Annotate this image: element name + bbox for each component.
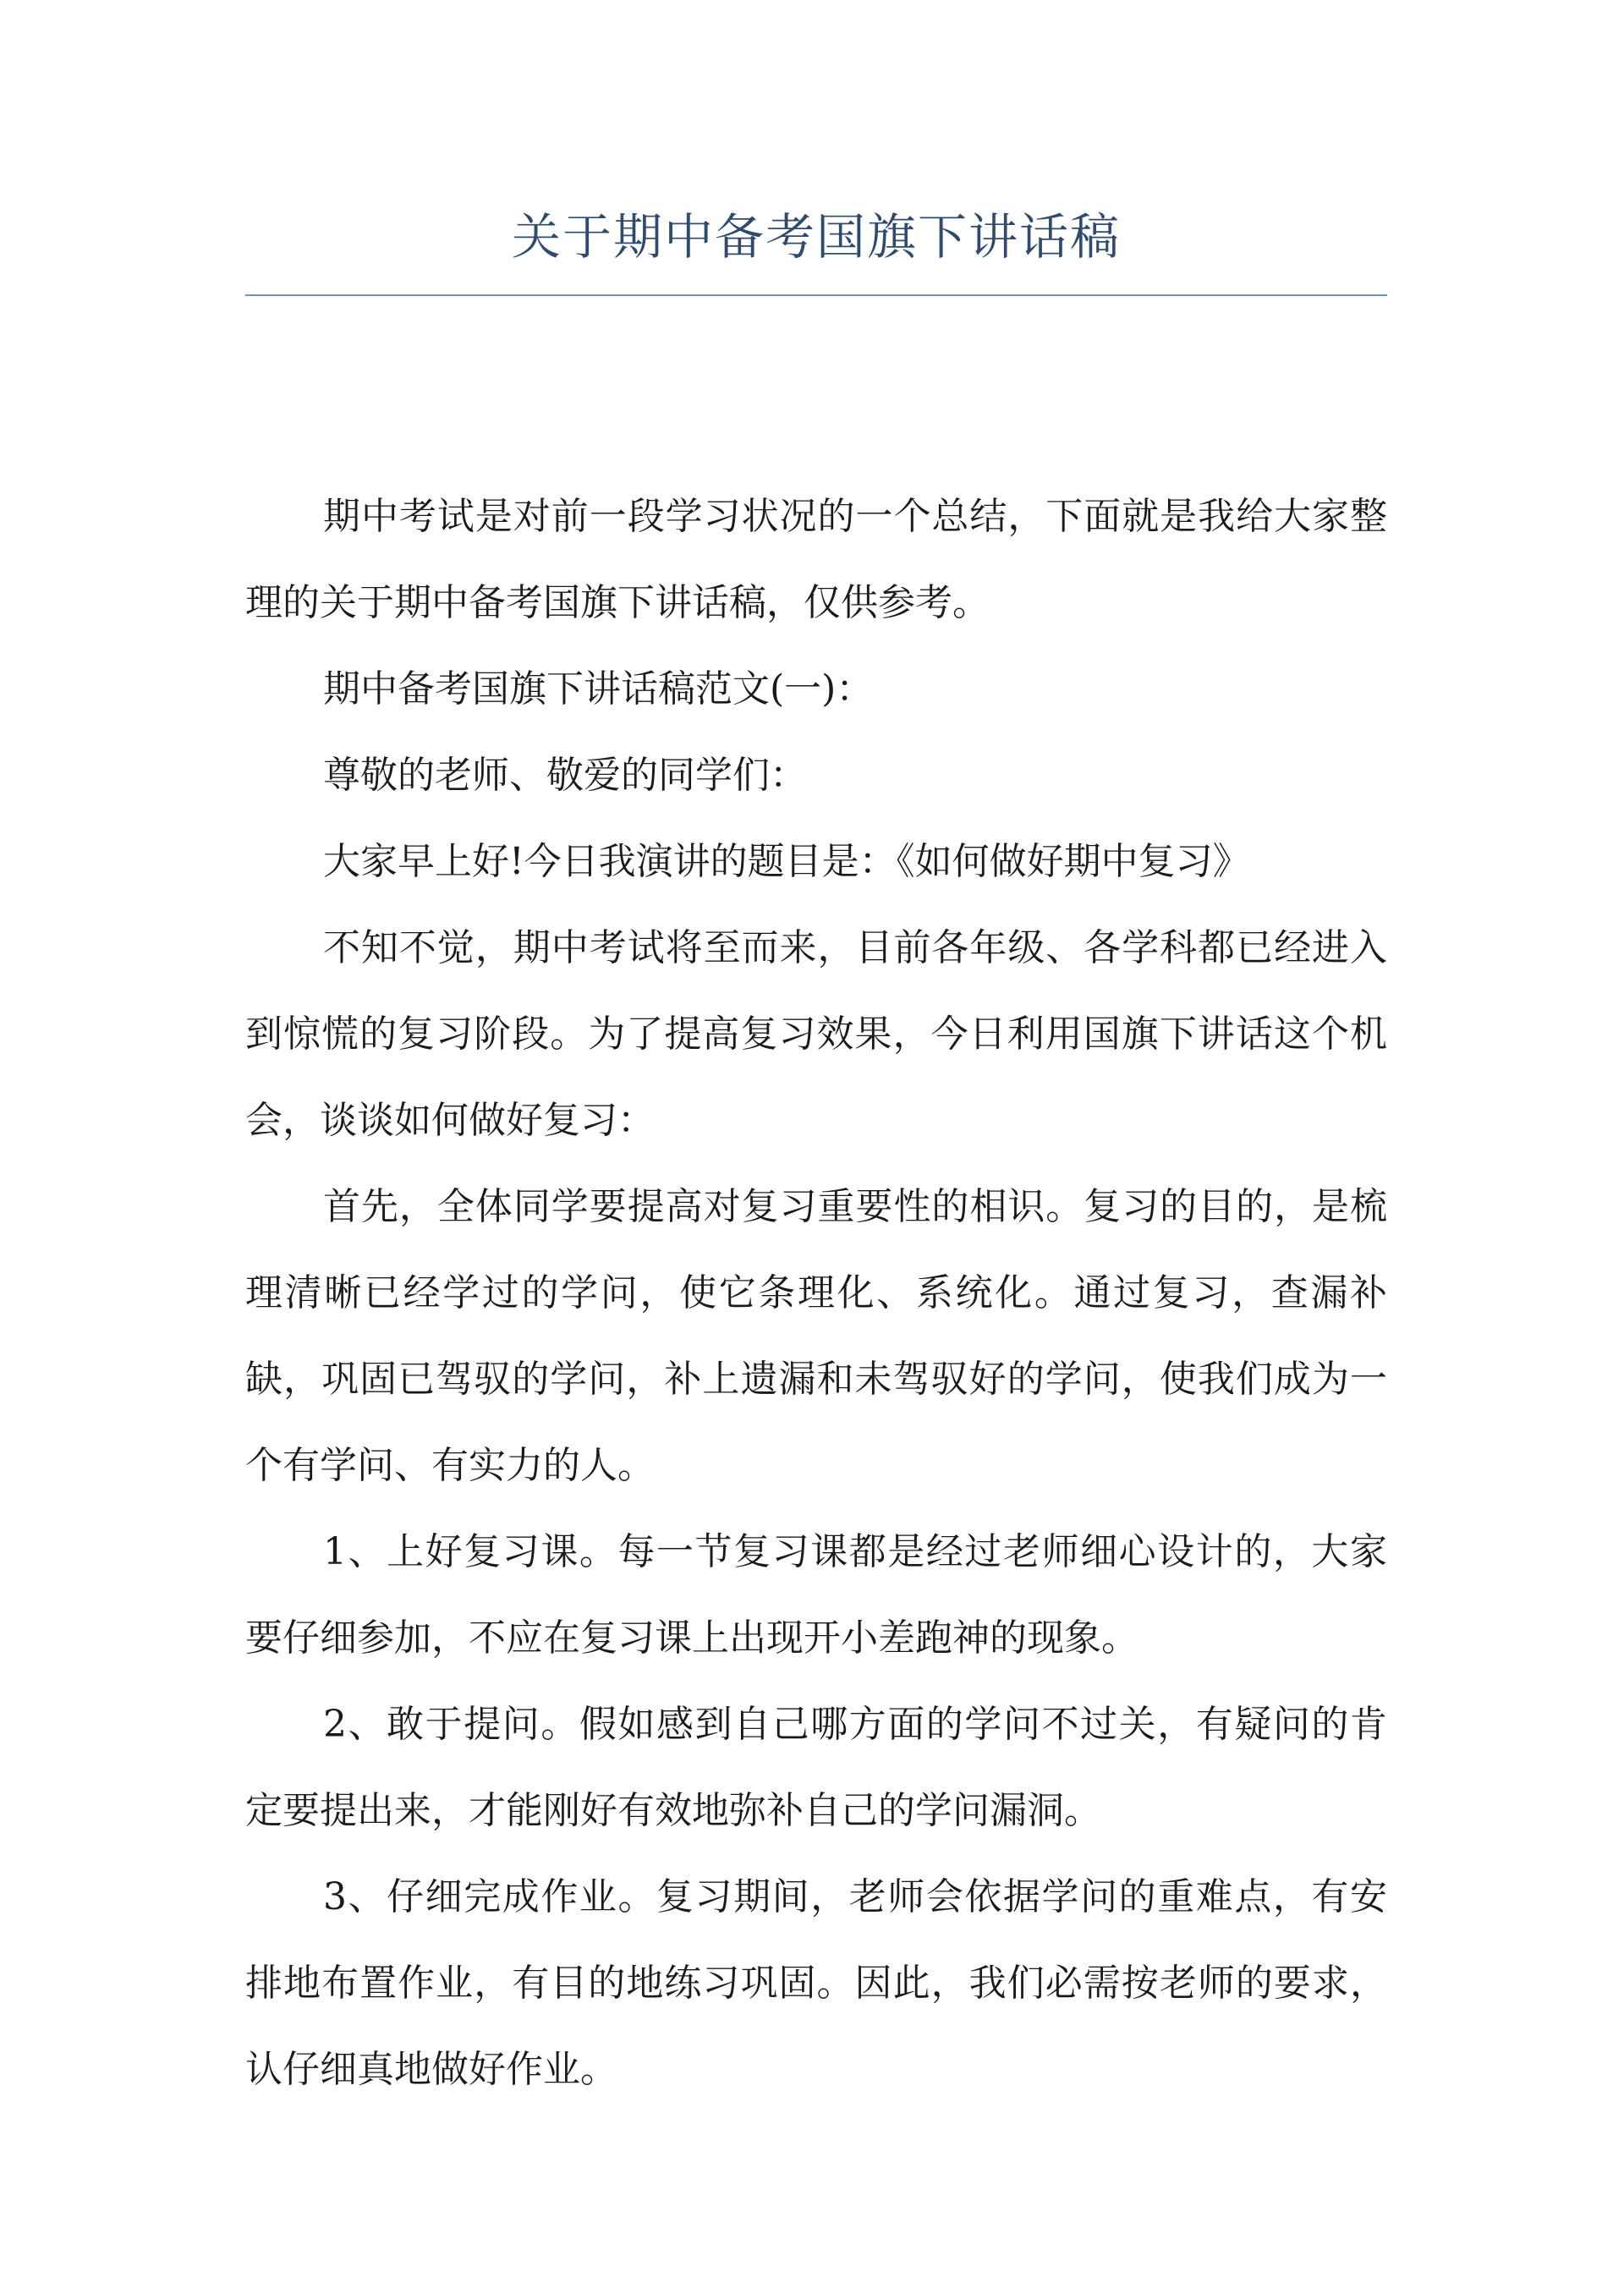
paragraph-intro: 期中考试是对前一段学习状况的一个总结，下面就是我给大家整理的关于期中备考国旗下讲话稿，仅供参考。 [245, 495, 1387, 624]
document-title: 关于期中备考国旗下讲话稿 [511, 208, 1121, 266]
paragraph-list-item: 3、仔细完成作业。复习期间，老师会依据学问的重难点，有安排地布置作业，有目的地练习巩固。因此，我们必需按老师的要求，认仔细真地做好作业。 [245, 1875, 1387, 2091]
paragraph-salutation: 尊敬的老师、敬爱的同学们： [323, 754, 807, 797]
title-underline [245, 294, 1387, 296]
paragraph-body: 不知不觉，期中考试将至而来，目前各年级、各学科都已经进入到惊慌的复习阶段。为了提高复习效果，今日利用国旗下讲话这个机会，谈谈如何做好复习： [245, 926, 1387, 1142]
paragraph-greeting: 大家早上好!今日我演讲的题目是：《如何做好期中复习》 [323, 840, 1250, 883]
paragraph-heading: 期中备考国旗下讲话稿范文(一)： [323, 667, 874, 711]
paragraph-list-item: 2、敢于提问。假如感到自己哪方面的学问不过关，有疑问的肯定要提出来，才能刚好有效地弥补自己的学问漏洞。 [245, 1703, 1387, 1832]
paragraph-list-item: 1、上好复习课。每一节复习课都是经过老师细心设计的，大家要仔细参加，不应在复习课上出现开小差跑神的现象。 [245, 1530, 1387, 1660]
document-body [245, 474, 1387, 2113]
paragraph-body: 首先，全体同学要提高对复习重要性的相识。复习的目的，是梳理清晰已经学过的学问，使它条理化、系统化。通过复习，查漏补缺，巩固已驾驭的学问，补上遗漏和未驾驭好的学问，使我们成为一个有学问、有实力的人。 [245, 1185, 1387, 1487]
